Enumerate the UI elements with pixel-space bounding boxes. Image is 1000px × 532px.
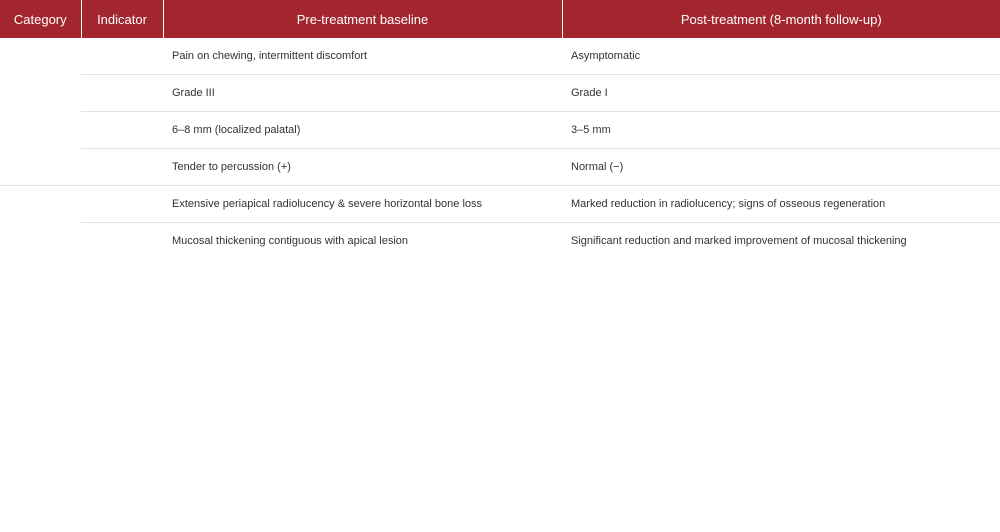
table-row [0, 38, 1000, 75]
table-row [0, 149, 1000, 186]
header-category: Category [0, 0, 81, 38]
header-pre-treatment: Pre-treatment baseline [163, 0, 562, 38]
cell-indicator [81, 149, 163, 186]
table-row [0, 186, 1000, 223]
cell-pre: Extensive periapical radiolucency & severe horizontal bone loss [163, 186, 562, 223]
cell-indicator [81, 186, 163, 223]
cell-pre: Tender to percussion (+) [163, 149, 562, 186]
cell-pre: Grade III [163, 75, 562, 112]
cell-category [0, 223, 81, 260]
header-indicator: Indicator [81, 0, 163, 38]
table-row [0, 223, 1000, 260]
cell-category [0, 149, 81, 186]
header-post-treatment: Post-treatment (8-month follow-up) [562, 0, 1000, 38]
cell-post: Marked reduction in radiolucency; signs of osseous regeneration [562, 186, 1000, 223]
cell-indicator [81, 75, 163, 112]
table-row [0, 112, 1000, 149]
cell-pre: Mucosal thickening contiguous with apical lesion [172, 235, 409, 247]
cell-post: 3–5 mm [562, 112, 1000, 149]
cell-post: Significant reduction and marked improvement of mucosal thickening [571, 235, 907, 247]
cell-category [0, 38, 81, 75]
cell-category [0, 186, 81, 223]
cell-pre: Pain on chewing, intermittent discomfort [163, 38, 562, 75]
cell-post: Grade I [562, 75, 1000, 112]
comparison-table [0, 0, 1000, 259]
cell-post: Asymptomatic [562, 38, 1000, 75]
cell-post: Normal (−) [562, 149, 1000, 186]
cell-pre: 6–8 mm (localized palatal) [163, 112, 562, 149]
cell-category [0, 112, 81, 149]
cell-indicator [81, 223, 163, 260]
table-header-row [0, 0, 1000, 38]
cell-category [0, 75, 81, 112]
table-row [0, 75, 1000, 112]
cell-indicator [81, 38, 163, 75]
cell-indicator [81, 112, 163, 149]
